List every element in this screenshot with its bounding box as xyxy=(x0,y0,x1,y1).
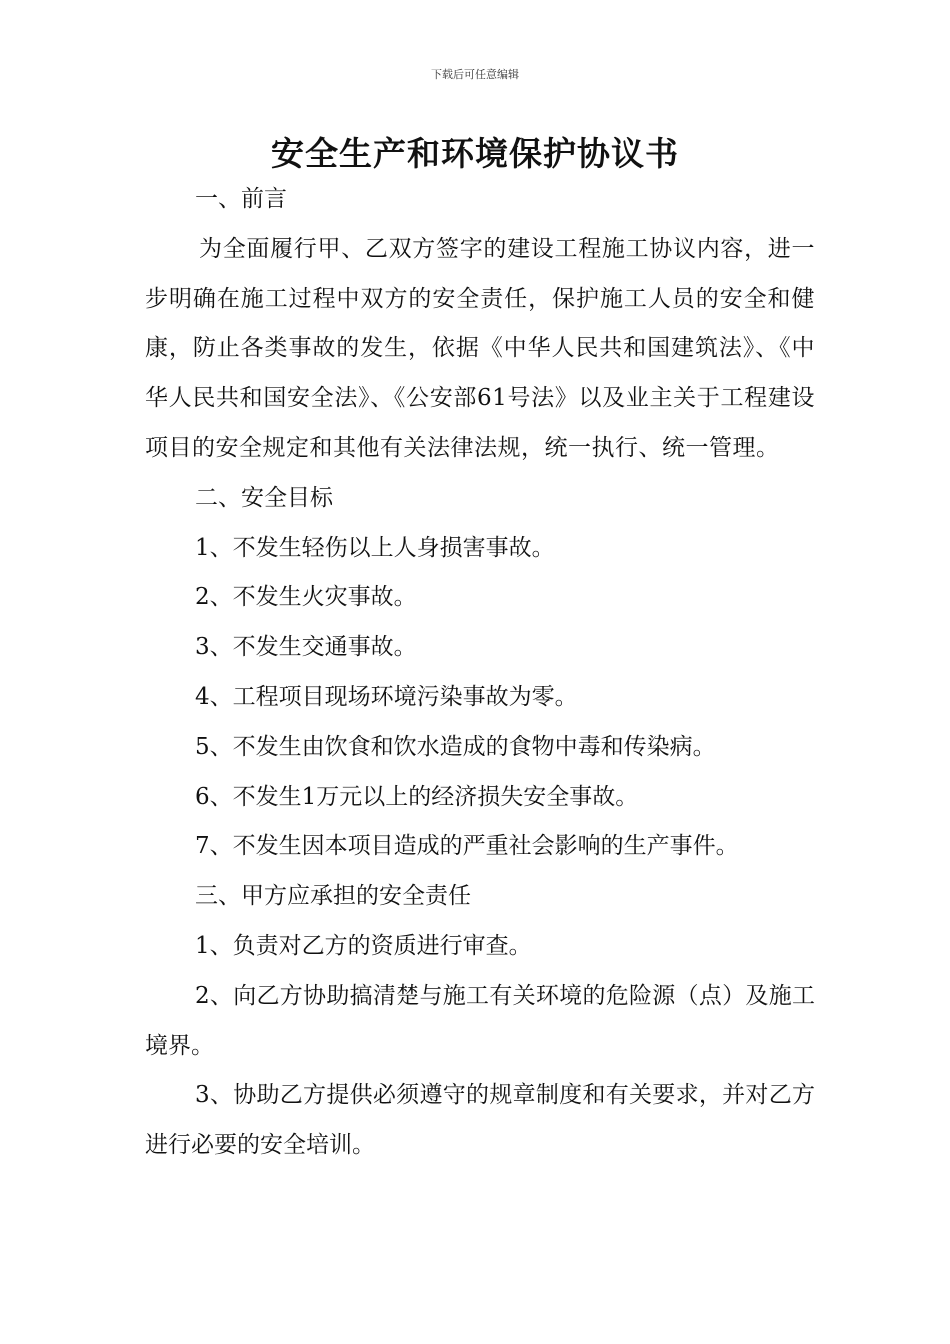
document-body xyxy=(145,175,815,1171)
document-title: 安全生产和环境保护协议书 xyxy=(271,134,679,173)
section-heading-goals: 二、安全目标 xyxy=(195,484,333,511)
party-a-duty-item: 2、向乙方协助搞清楚与施工有关环境的危险源（点）及施工境界。 xyxy=(145,982,815,1059)
party-a-duty-item: 1、负责对乙方的资质进行审查。 xyxy=(195,932,532,959)
party-a-duty-item: 3、协助乙方提供必须遵守的规章制度和有关要求，并对乙方进行必要的安全培训。 xyxy=(145,1082,815,1159)
goal-item: 2、不发生火灾事故。 xyxy=(195,584,417,611)
section-heading-preface: 一、前言 xyxy=(195,186,287,212)
goal-item: 3、不发生交通事故。 xyxy=(195,634,417,661)
goal-item: 4、工程项目现场环境污染事故为零。 xyxy=(195,683,578,710)
header-note: 下载后可任意编辑 xyxy=(431,68,519,81)
goal-item: 5、不发生由饮食和饮水造成的食物中毒和传染病。 xyxy=(195,733,716,760)
section-heading-party-a: 三、甲方应承担的安全责任 xyxy=(195,883,471,910)
goal-item: 6、不发生1万元以上的经济损失安全事故。 xyxy=(195,783,639,810)
goal-item: 1、不发生轻伤以上人身损害事故。 xyxy=(195,534,555,561)
goal-item: 7、不发生因本项目造成的严重社会影响的生产事件。 xyxy=(195,833,739,860)
preface-paragraph: 为全面履行甲、乙双方签字的建设工程施工协议内容，进一步明确在施工过程中双方的安全责任，保护施工人员的安全和健康，防止各类事故的发生，依据《中华人民共和国建筑法》、《中华人民共和国安全法》、《公安部61号法》以及业主关于工程建设项目的安全规定和其他有关法律法规，统一执行、统一管理。 xyxy=(145,235,815,461)
